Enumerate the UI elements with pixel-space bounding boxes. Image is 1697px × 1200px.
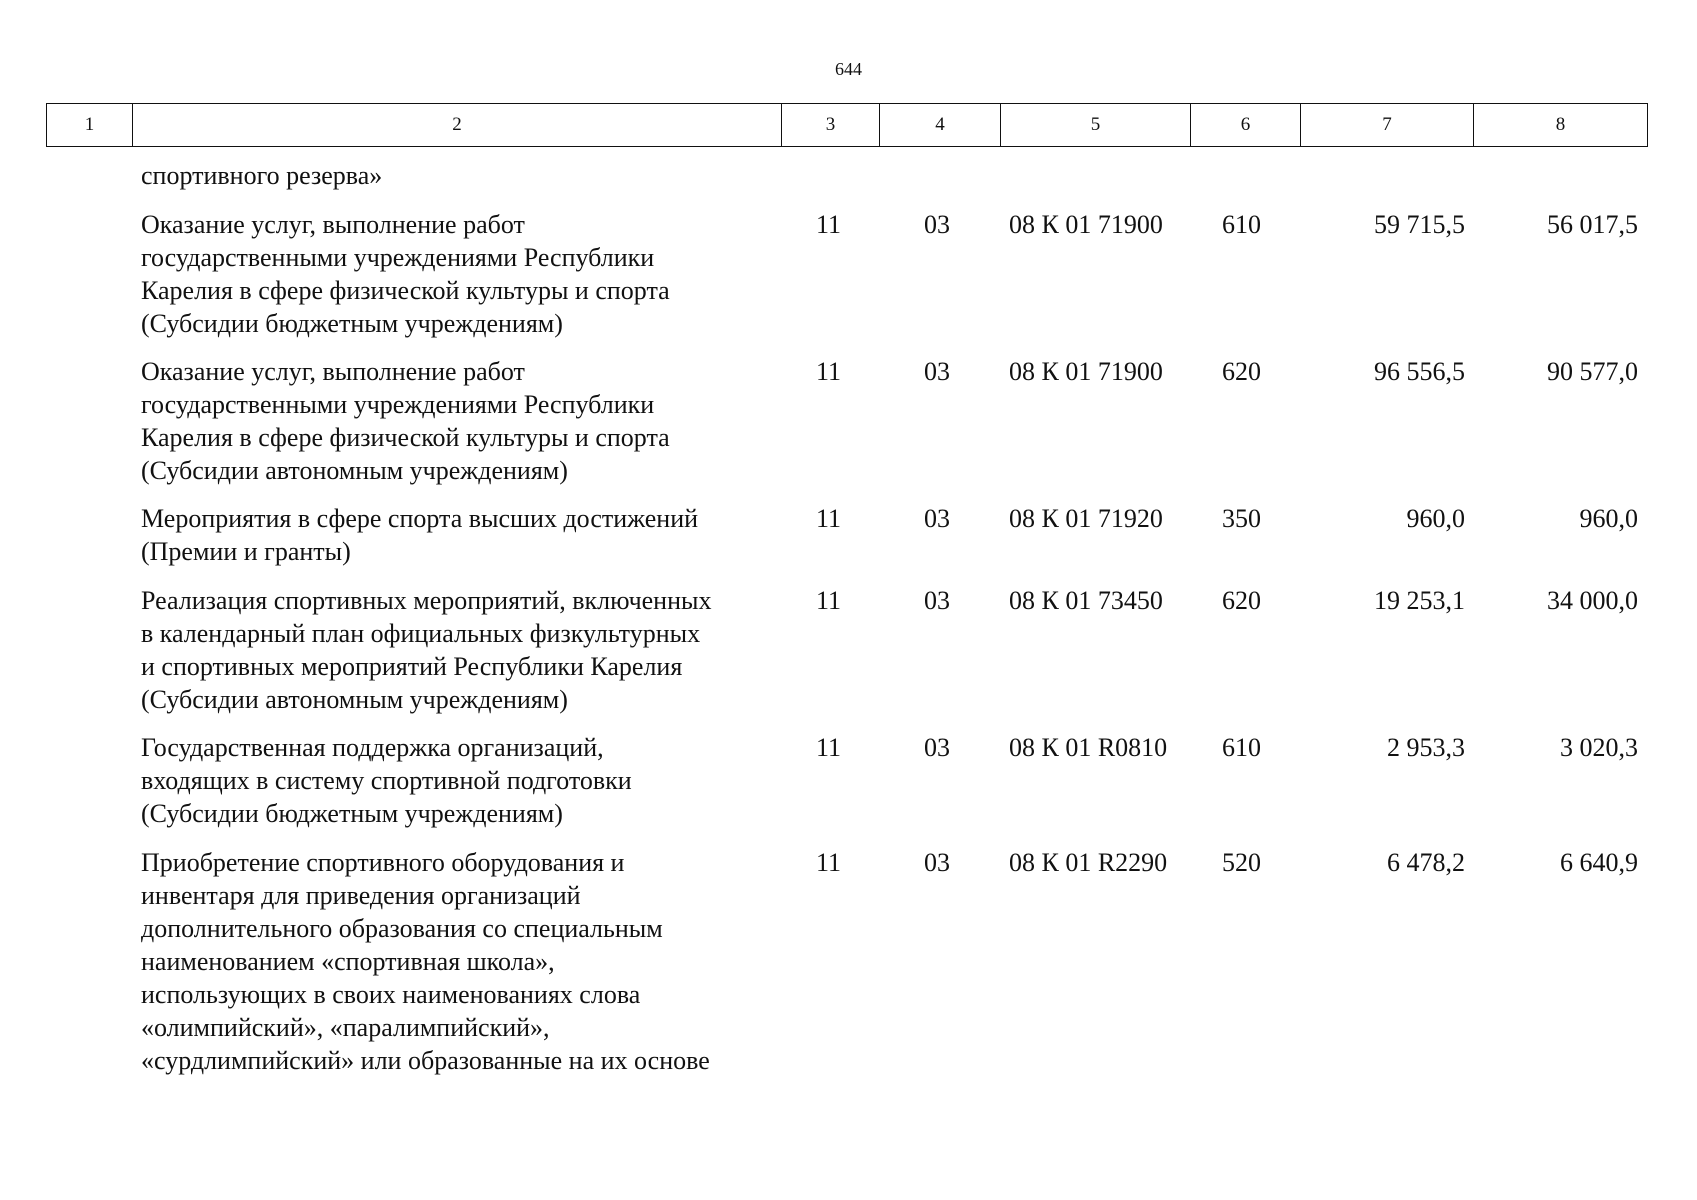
- row-value-7: 960,0: [1406, 504, 1465, 533]
- row-section: 11: [816, 357, 842, 386]
- continuation-text: спортивного резерва»: [141, 161, 383, 190]
- row-code: 08 К 01 73450: [1009, 586, 1163, 615]
- row-value-7: 2 953,3: [1387, 733, 1465, 762]
- header-col-4: 4: [880, 104, 1001, 146]
- row-value-7: 19 253,1: [1374, 586, 1465, 615]
- header-col-7: 7: [1301, 104, 1474, 146]
- row-value-8: 3 020,3: [1560, 733, 1638, 762]
- row-code: 08 К 01 71900: [1009, 357, 1163, 386]
- row-subsection: 03: [924, 504, 950, 533]
- row-name: Государственная поддержка организаций, входящих в систему спортивной подготовки (Субсидии бюджетным учреждениям): [141, 733, 632, 828]
- row-type: 520: [1222, 848, 1261, 877]
- header-col-8: 8: [1555, 114, 1566, 135]
- row-section: 11: [816, 848, 842, 877]
- row-name: Оказание услуг, выполнение работ государственными учреждениями Республики Карелия в сфере физической культуры и спорта (Субсидии автономным учреждениям): [141, 357, 670, 485]
- row-value-7: 96 556,5: [1374, 357, 1465, 386]
- row-name: Оказание услуг, выполнение работ государственными учреждениями Республики Карелия в сфере физической культуры и спорта (Субсидии бюджетным учреждениям): [141, 210, 670, 338]
- row-value-7: 6 478,2: [1387, 848, 1465, 877]
- header-col-1: 1: [47, 104, 133, 146]
- row-value-8: 6 640,9: [1560, 848, 1638, 877]
- row-value-8: 960,0: [1579, 504, 1638, 533]
- row-name: Мероприятия в сфере спорта высших достижений (Премии и гранты): [141, 504, 699, 566]
- row-type: 610: [1222, 733, 1261, 762]
- row-subsection: 03: [924, 586, 950, 615]
- row-value-8: 34 000,0: [1547, 586, 1638, 615]
- row-subsection: 03: [924, 733, 950, 762]
- row-section: 11: [816, 210, 842, 239]
- row-type: 620: [1222, 586, 1261, 615]
- row-name: Реализация спортивных мероприятий, включенных в календарный план официальных физкультурных и спортивных мероприятий Республики Карелия (Субсидии автономным учреждениям): [141, 586, 712, 714]
- table-header: [46, 103, 1648, 147]
- row-code: 08 К 01 71900: [1009, 210, 1163, 239]
- row-value-8: 90 577,0: [1547, 357, 1638, 386]
- row-name: Приобретение спортивного оборудования и инвентаря для приведения организаций дополнительного образования со специальным наименованием «спортивная школа», использующих в своих наименованиях слова «олимпийский», «паралимпийский», «сурдлимпийский» или образованные на их основе: [141, 848, 710, 1075]
- row-subsection: 03: [924, 210, 950, 239]
- row-code: 08 К 01 R0810: [1009, 733, 1168, 762]
- row-type: 620: [1222, 357, 1261, 386]
- row-type: 610: [1222, 210, 1261, 239]
- header-col-3: 3: [782, 104, 880, 146]
- header-col-2: 2: [133, 104, 782, 146]
- row-section: 11: [816, 733, 842, 762]
- row-value-8: 56 017,5: [1547, 210, 1638, 239]
- row-section: 11: [816, 504, 842, 533]
- row-value-7: 59 715,5: [1374, 210, 1465, 239]
- row-section: 11: [816, 586, 842, 615]
- row-subsection: 03: [924, 357, 950, 386]
- header-col-6: 6: [1191, 104, 1301, 146]
- row-subsection: 03: [924, 848, 950, 877]
- row-code: 08 К 01 71920: [1009, 504, 1163, 533]
- header-col-5: 5: [1001, 104, 1191, 146]
- row-code: 08 К 01 R2290: [1009, 848, 1168, 877]
- page-number: 644: [835, 59, 862, 79]
- row-type: 350: [1222, 504, 1261, 533]
